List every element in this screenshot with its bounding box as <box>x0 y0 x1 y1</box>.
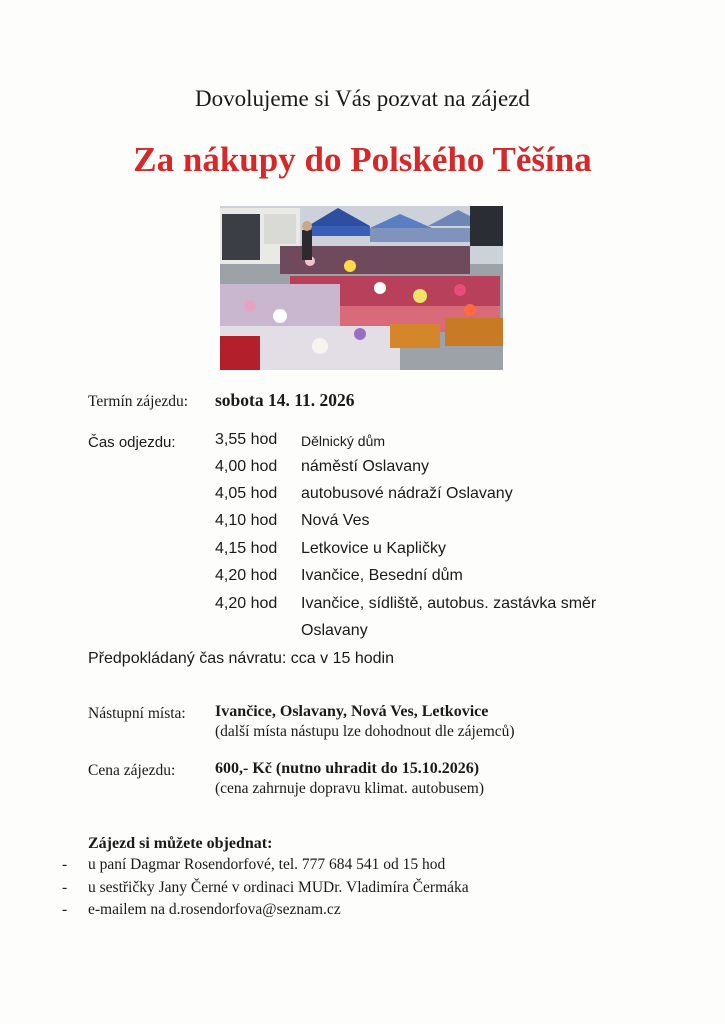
page-title: Za nákupy do Polského Těšína <box>133 140 592 179</box>
price-note: (cena zahrnuje dopravu klimat. autobusem) <box>215 780 484 797</box>
boarding-label: Nástupní místa: <box>88 705 186 722</box>
departure-time-7: 4,20 hod <box>215 595 278 612</box>
trip-date-value: sobota 14. 11. 2026 <box>215 390 355 410</box>
bullet-dash: - <box>62 856 68 873</box>
departure-place-3: autobusové nádraží Oslavany <box>301 485 513 502</box>
boarding-value: Ivančice, Oslavany, Nová Ves, Letkovice <box>215 703 489 720</box>
price-value: 600,- Kč (nutno uhradit do 15.10.2026) <box>215 760 480 777</box>
return-time: Předpokládaný čas návratu: cca v 15 hodin <box>88 650 394 667</box>
departure-time-1: 3,55 hod <box>215 431 278 448</box>
departure-place-6: Ivančice, Besední dům <box>301 567 463 584</box>
price-label: Cena zájezdu: <box>88 762 176 779</box>
departure-time-5: 4,15 hod <box>215 540 278 557</box>
departure-time-6: 4,20 hod <box>215 567 278 584</box>
departure-time-3: 4,05 hod <box>215 485 278 502</box>
departure-place-7-cont: Oslavany <box>301 622 368 639</box>
departure-place-1: Dělnický dům <box>301 433 386 449</box>
departure-time-2: 4,00 hod <box>215 458 278 475</box>
order-item-1: u paní Dagmar Rosendorfové, tel. 777 684 541 od 15 hod <box>88 856 446 873</box>
intro-text: Dovolujeme si Vás pozvat na zájezd <box>195 86 530 111</box>
market-photo <box>220 206 503 370</box>
departure-place-4: Nová Ves <box>301 512 370 529</box>
order-item-2: u sestřičky Jany Černé v ordinaci MUDr. Vladimíra Čermáka <box>88 879 469 896</box>
bullet-dash: - <box>62 901 68 918</box>
departure-label: Čas odjezdu: <box>88 434 176 451</box>
boarding-note: (další místa nástupu lze dohodnout dle zájemců) <box>215 723 515 740</box>
departure-place-2: náměstí Oslavany <box>301 458 430 475</box>
departure-place-5: Letkovice u Kapličky <box>301 540 446 557</box>
order-item-3: e-mailem na d.rosendorfova@seznam.cz <box>88 901 341 918</box>
bullet-dash: - <box>62 879 68 896</box>
departure-place-7: Ivančice, sídliště, autobus. zastávka směr <box>301 595 597 612</box>
trip-date-label: Termín zájezdu: <box>88 393 189 410</box>
departure-time-4: 4,10 hod <box>215 512 278 529</box>
order-heading: Zájezd si můžete objednat: <box>88 835 273 852</box>
